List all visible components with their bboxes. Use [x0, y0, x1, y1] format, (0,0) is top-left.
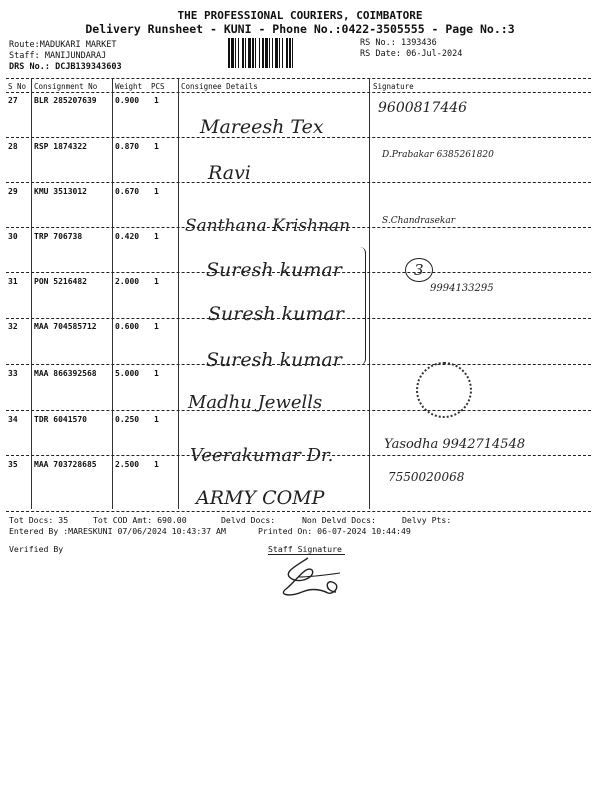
rs-date-label: RS Date: — [360, 49, 401, 59]
row-sno: 28 — [8, 142, 18, 151]
col-divider — [31, 79, 32, 509]
consignee-handwriting: Suresh kumar — [206, 349, 342, 371]
consignee-handwriting: Ravi — [208, 162, 251, 184]
row-weight: 0.250 — [115, 415, 140, 424]
route-label: Route: — [9, 40, 40, 50]
printed-on: Printed On: 06-07-2024 10:44:49 — [258, 526, 411, 536]
row-consignment-no: MAA 703728685 — [34, 460, 97, 469]
row-sno: 27 — [8, 96, 18, 105]
row-sno: 33 — [8, 369, 18, 378]
row-consignment-no: KMU 3513012 — [34, 187, 87, 196]
row-weight: 0.600 — [115, 322, 140, 331]
row-weight: 2.000 — [115, 277, 140, 286]
row-consignment-no: TRP 706738 — [34, 232, 83, 241]
row-sno: 32 — [8, 322, 18, 331]
row-weight: 0.900 — [115, 96, 140, 105]
consignee-handwriting: Suresh kumar — [208, 303, 344, 325]
rs-date-row — [360, 49, 462, 59]
table-top-rule — [6, 78, 591, 79]
company-title: THE PROFESSIONAL COURIERS, COIMBATORE — [177, 9, 423, 22]
staff-signature-scribble — [268, 555, 363, 600]
row-weight: 0.870 — [115, 142, 140, 151]
tot-cod-amount: Tot COD Amt: 690.00 — [93, 515, 187, 525]
row-pcs: 1 — [154, 322, 159, 331]
row-weight: 5.000 — [115, 369, 140, 378]
staff-label: Staff: — [9, 51, 40, 61]
rs-no-value: 1393436 — [400, 38, 437, 48]
runsheet-title: Delivery Runsheet - KUNI - Phone No.:0422-3505555 - Page No.:3 — [85, 22, 515, 36]
col-header-pcs: PCS — [151, 82, 165, 91]
row-pcs: 1 — [154, 369, 159, 378]
row-weight: 2.500 — [115, 460, 140, 469]
consignee-handwriting: Suresh kumar — [206, 259, 342, 281]
col-header-weight: Weight — [115, 82, 143, 91]
staff-value: MANIJUNDARAJ — [44, 51, 107, 61]
row-weight: 0.670 — [115, 187, 140, 196]
staff-row — [9, 51, 106, 61]
bracket-mark — [357, 247, 366, 365]
row-pcs: 1 — [154, 460, 159, 469]
drs-label: DRS No.: — [9, 62, 50, 72]
signature-handwriting: S.Chandrasekar — [382, 216, 456, 226]
tot-docs: Tot Docs: 35 — [9, 515, 69, 525]
consignee-handwriting: Mareesh Tex — [200, 116, 324, 138]
delivered-docs: Delvd Docs: — [221, 515, 276, 525]
entered-by: Entered By :MARESKUNI 07/06/2024 10:43:37 AM — [9, 526, 226, 536]
signature-handwriting: 7550020068 — [388, 470, 465, 484]
consignee-handwriting: Madhu Jewells — [188, 392, 323, 413]
non-delivered-docs: Non Delvd Docs: — [302, 515, 376, 525]
row-consignment-no: BLR 285207639 — [34, 96, 97, 105]
row-consignment-no: RSP 1874322 — [34, 142, 87, 151]
col-header-signature: Signature — [373, 82, 414, 91]
consignee-handwriting: Santhana Krishnan — [185, 216, 351, 236]
row-consignment-no: MAA 704585712 — [34, 322, 97, 331]
col-header-sno: S No — [8, 82, 27, 91]
row-sno: 34 — [8, 415, 18, 424]
row-pcs: 1 — [154, 142, 159, 151]
row-weight: 0.420 — [115, 232, 140, 241]
delivery-points: Delvy Pts: — [402, 515, 452, 525]
col-header-consignee: Consignee Details — [181, 82, 258, 91]
signature-handwriting: 3 — [405, 258, 433, 282]
rs-date-value: 06-Jul-2024 — [406, 49, 463, 59]
row-pcs: 1 — [154, 415, 159, 424]
row-divider — [6, 182, 591, 183]
row-sno: 29 — [8, 187, 18, 196]
row-pcs: 1 — [154, 277, 159, 286]
signature-handwriting: D.Prabakar 6385261820 — [382, 150, 494, 160]
row-pcs: 1 — [154, 232, 159, 241]
row-pcs: 1 — [154, 187, 159, 196]
header-bottom-rule — [6, 92, 591, 93]
signature-handwriting: 9994133295 — [430, 283, 494, 294]
staff-signature-label: Staff Signature — [268, 544, 342, 554]
rubber-stamp — [416, 362, 472, 418]
row-consignment-no: TDR 6041570 — [34, 415, 87, 424]
col-divider — [112, 79, 113, 509]
drs-value: DCJB139343603 — [55, 62, 122, 72]
route-row — [9, 40, 116, 50]
signature-handwriting: 9600817446 — [378, 100, 468, 116]
footer-top-rule — [6, 511, 591, 512]
verified-by-label: Verified By — [9, 544, 64, 554]
row-consignment-no: MAA 866392568 — [34, 369, 97, 378]
row-sno: 30 — [8, 232, 18, 241]
col-header-consignment: Consignment No — [34, 82, 98, 91]
rs-no-label: RS No.: — [360, 38, 396, 48]
signature-handwriting: Yasodha 9942714548 — [384, 437, 526, 452]
row-consignment-no: PON 5216482 — [34, 277, 87, 286]
consignee-handwriting: ARMY COMP — [196, 487, 325, 509]
rs-no-row — [360, 38, 437, 48]
drs-row — [9, 62, 122, 72]
row-sno: 35 — [8, 460, 18, 469]
col-divider — [369, 79, 370, 509]
row-pcs: 1 — [154, 96, 159, 105]
col-divider — [178, 79, 179, 509]
barcode-image — [228, 38, 348, 68]
row-sno: 31 — [8, 277, 18, 286]
consignee-handwriting: Veerakumar Dr. — [190, 445, 334, 466]
route-value: MADUKARI MARKET — [39, 40, 117, 50]
